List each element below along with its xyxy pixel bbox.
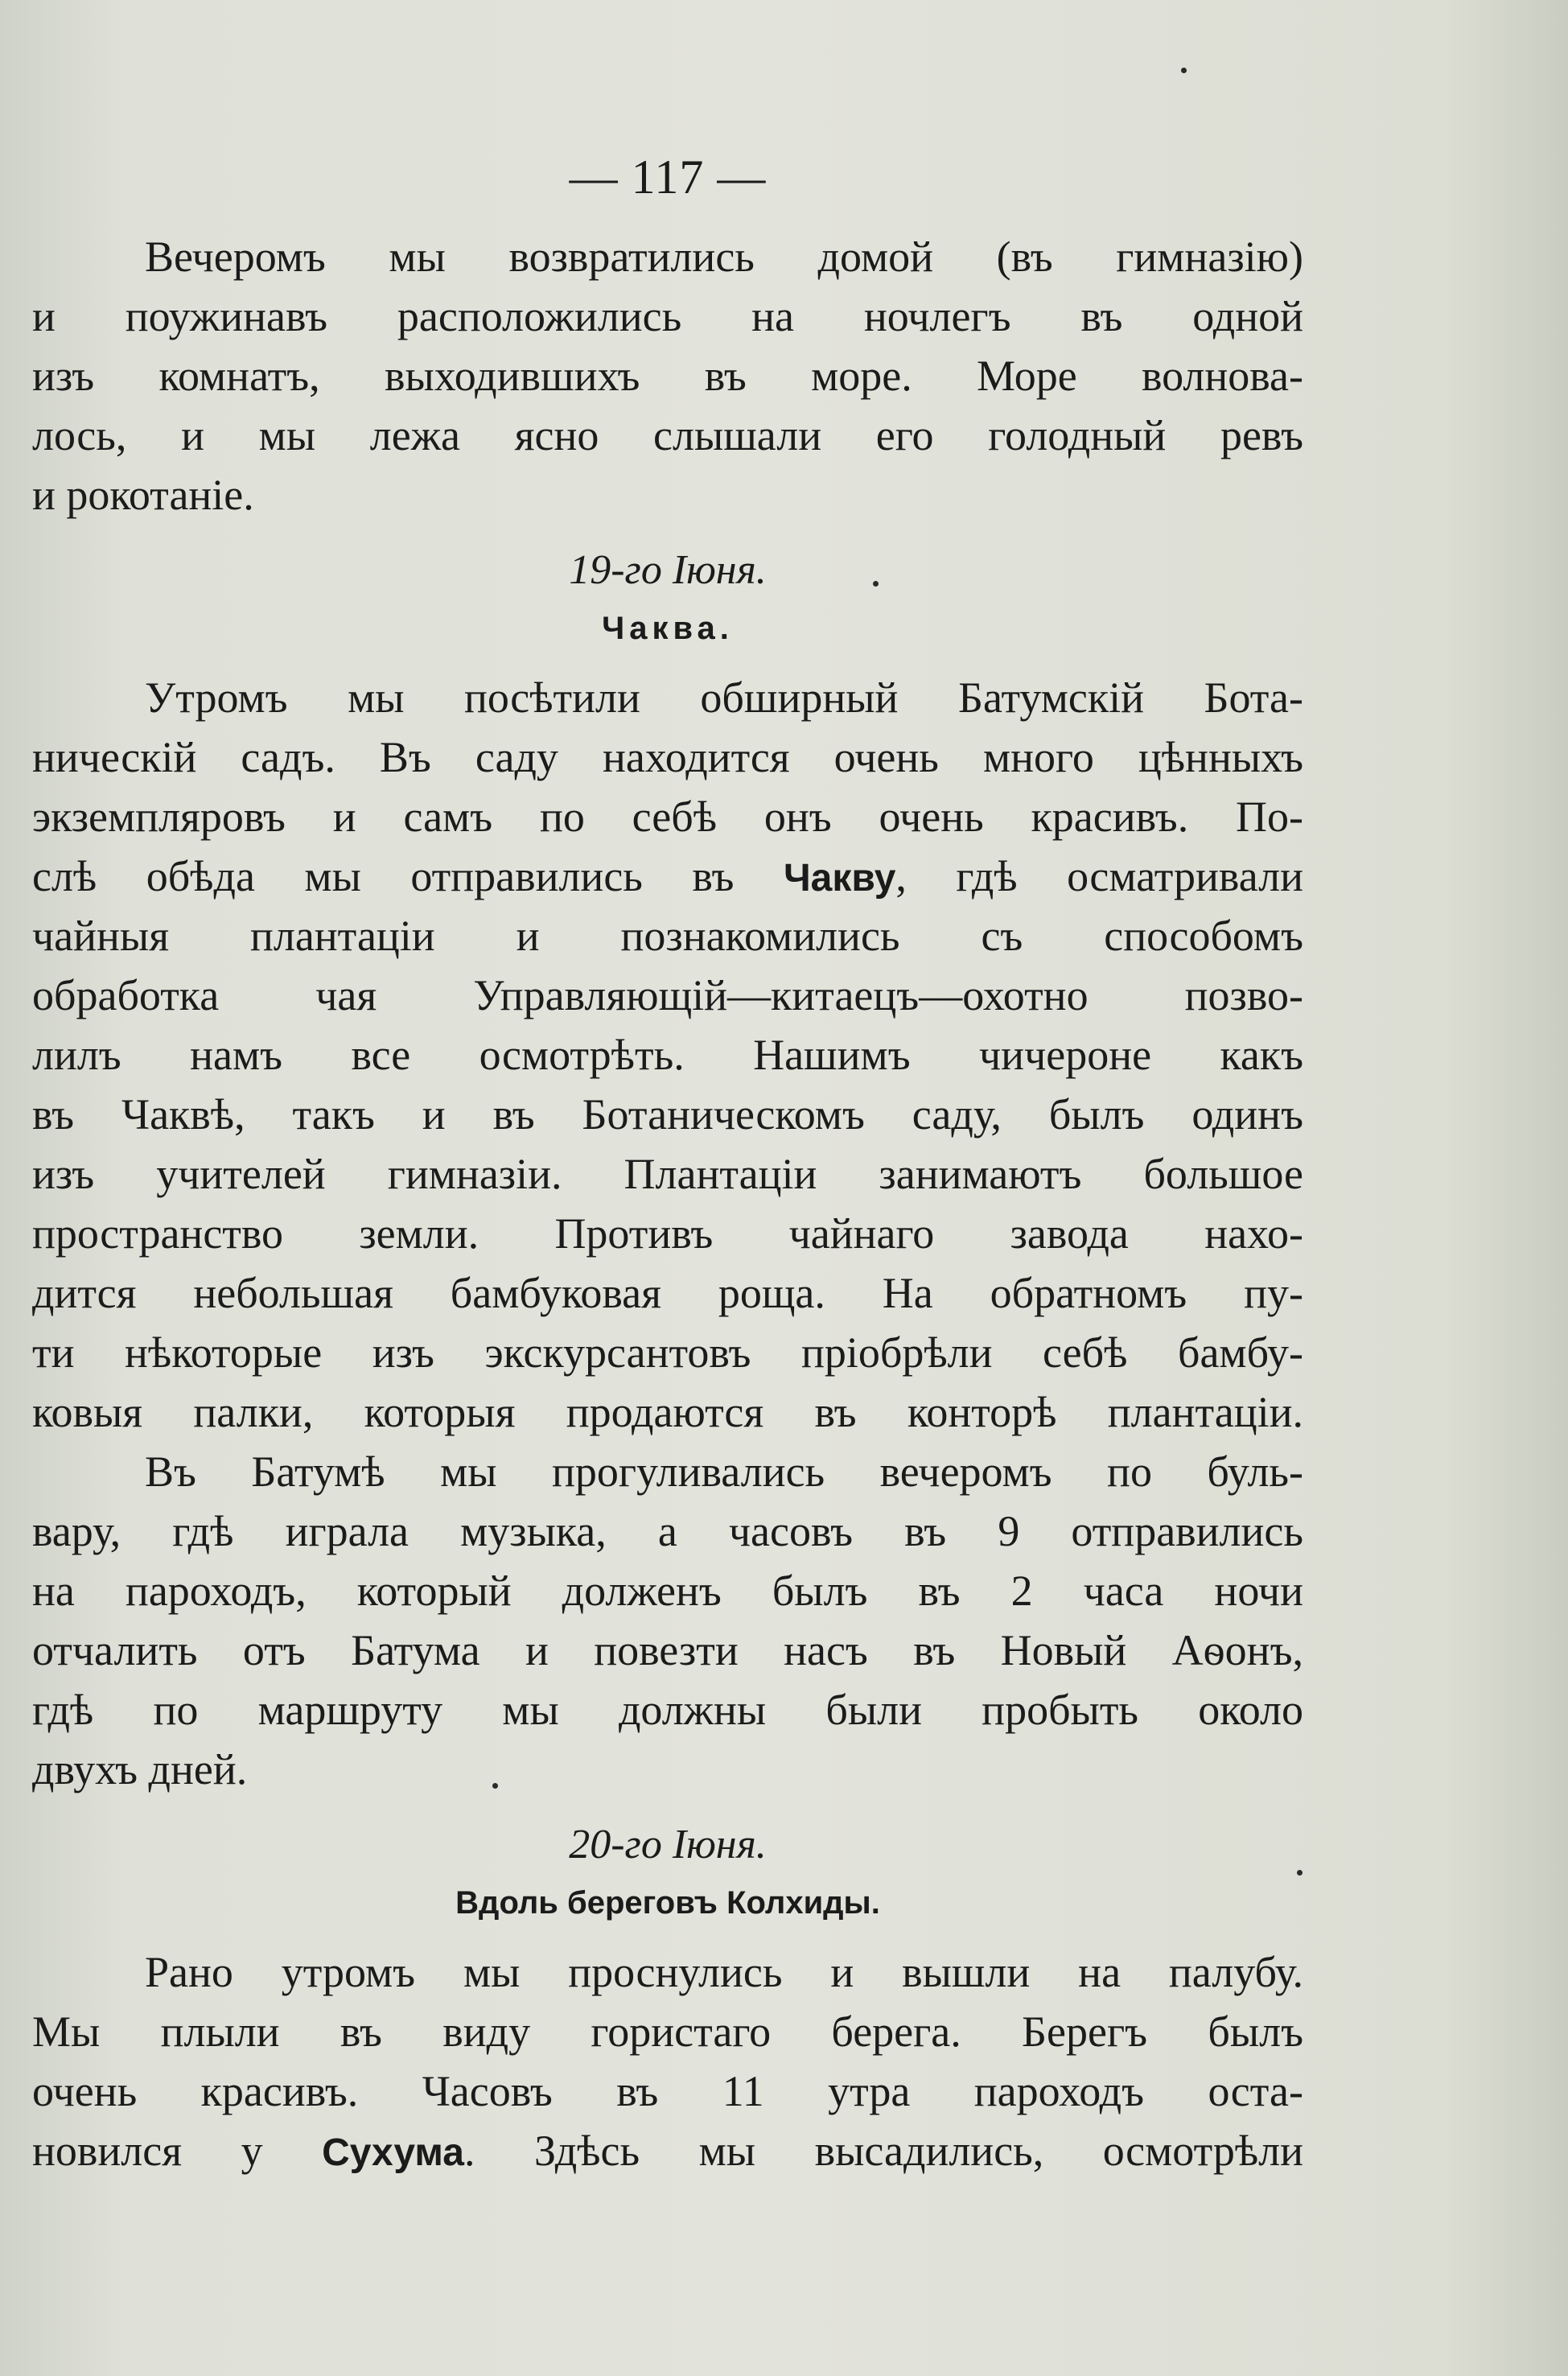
text-line: и рокотаніе.	[32, 471, 254, 519]
section-heading-chakva: Чаква.	[602, 611, 734, 646]
paper-speck	[1297, 1870, 1303, 1876]
text-line: лось, и мы лежа ясно слышали его голодный ревъ	[32, 411, 1303, 459]
text-line	[32, 846, 1303, 906]
paragraph-evening	[32, 227, 1303, 525]
page-text	[32, 145, 1303, 2180]
text-run: . Здѣсь мы высадились, осмотрѣли	[463, 2127, 1304, 2175]
text-line: Мы плыли въ виду гористаго берега. Берегъ былъ	[32, 2007, 1303, 2056]
date-heading-june-20: 20-го Іюня.	[569, 1822, 767, 1867]
paper-speck	[873, 581, 879, 587]
text-line: ти нѣкоторые изъ экскурсантовъ пріобрѣли себѣ бамбу-	[32, 1328, 1303, 1377]
text-line: ническій садъ. Въ саду находится очень много цѣнныхъ	[32, 733, 1303, 781]
text-line: Вечеромъ мы возвратились домой (въ гимназію)	[145, 233, 1303, 281]
text-line: и поужинавъ расположились на ночлегъ въ одной	[32, 292, 1303, 340]
text-line: Въ Батумѣ мы прогуливались вечеромъ по буль-	[145, 1447, 1303, 1496]
text-line: экземпляровъ и самъ по себѣ онъ очень красивъ. По-	[32, 793, 1303, 841]
place-name-chakva: Чакву	[783, 857, 896, 900]
section-heading-colchis: Вдоль береговъ Колхиды.	[455, 1885, 880, 1921]
text-line: чайныя плантаціи и познакомились съ способомъ	[32, 912, 1303, 960]
text-line: очень красивъ. Часовъ въ 11 утра пароходъ оста-	[32, 2067, 1303, 2115]
text-line: гдѣ по маршруту мы должны были пробыть около	[32, 1686, 1303, 1734]
text-line: вару, гдѣ играла музыка, а часовъ въ 9 отправились	[32, 1507, 1303, 1555]
text-line: Рано утромъ мы проснулись и вышли на палубу.	[145, 1948, 1303, 1996]
paragraph-botanical-garden	[32, 668, 1303, 1442]
paragraph-morning-deck	[32, 1942, 1303, 2180]
paragraph-batum-evening	[32, 1442, 1303, 1799]
text-run: слѣ обѣда мы отправились въ	[32, 852, 784, 900]
text-line: отчалить отъ Батума и повезти насъ въ Новый Аѳонъ,	[32, 1626, 1303, 1674]
page-number: — 117 —	[569, 150, 767, 204]
text-line: пространство земли. Противъ чайнаго завода нахо-	[32, 1209, 1303, 1258]
text-line: ковыя палки, которыя продаются въ конторѣ плантаціи.	[32, 1388, 1303, 1436]
text-run: новился у	[32, 2127, 323, 2175]
text-line: въ Чаквѣ, такъ и въ Ботаническомъ саду, былъ одинъ	[32, 1090, 1303, 1139]
paper-speck	[1181, 68, 1187, 73]
text-run: , гдѣ осматривали	[895, 852, 1303, 900]
text-line: на пароходъ, который долженъ былъ въ 2 часа ночи	[32, 1567, 1303, 1615]
text-line: изъ учителей гимназіи. Плантаціи занимаютъ большое	[32, 1150, 1303, 1198]
text-line: дится небольшая бамбуковая роща. На обратномъ пу-	[32, 1269, 1303, 1317]
text-line: Утромъ мы посѣтили обширный Батумскій Бота-	[145, 673, 1303, 722]
text-line: двухъ дней.	[32, 1745, 248, 1793]
text-line: изъ комнатъ, выходившихъ въ море. Море волнова-	[32, 352, 1303, 400]
date-heading-june-19: 19-го Іюня.	[569, 547, 767, 593]
paper-speck	[492, 1783, 498, 1789]
text-line	[32, 2121, 1303, 2180]
text-line: обработка чая Управляющій—китаецъ—охотно позво-	[32, 971, 1303, 1019]
place-name-sukhum: Сухума	[322, 2131, 464, 2174]
text-line: лилъ намъ все осмотрѣть. Нашимъ чичероне какъ	[32, 1031, 1303, 1079]
